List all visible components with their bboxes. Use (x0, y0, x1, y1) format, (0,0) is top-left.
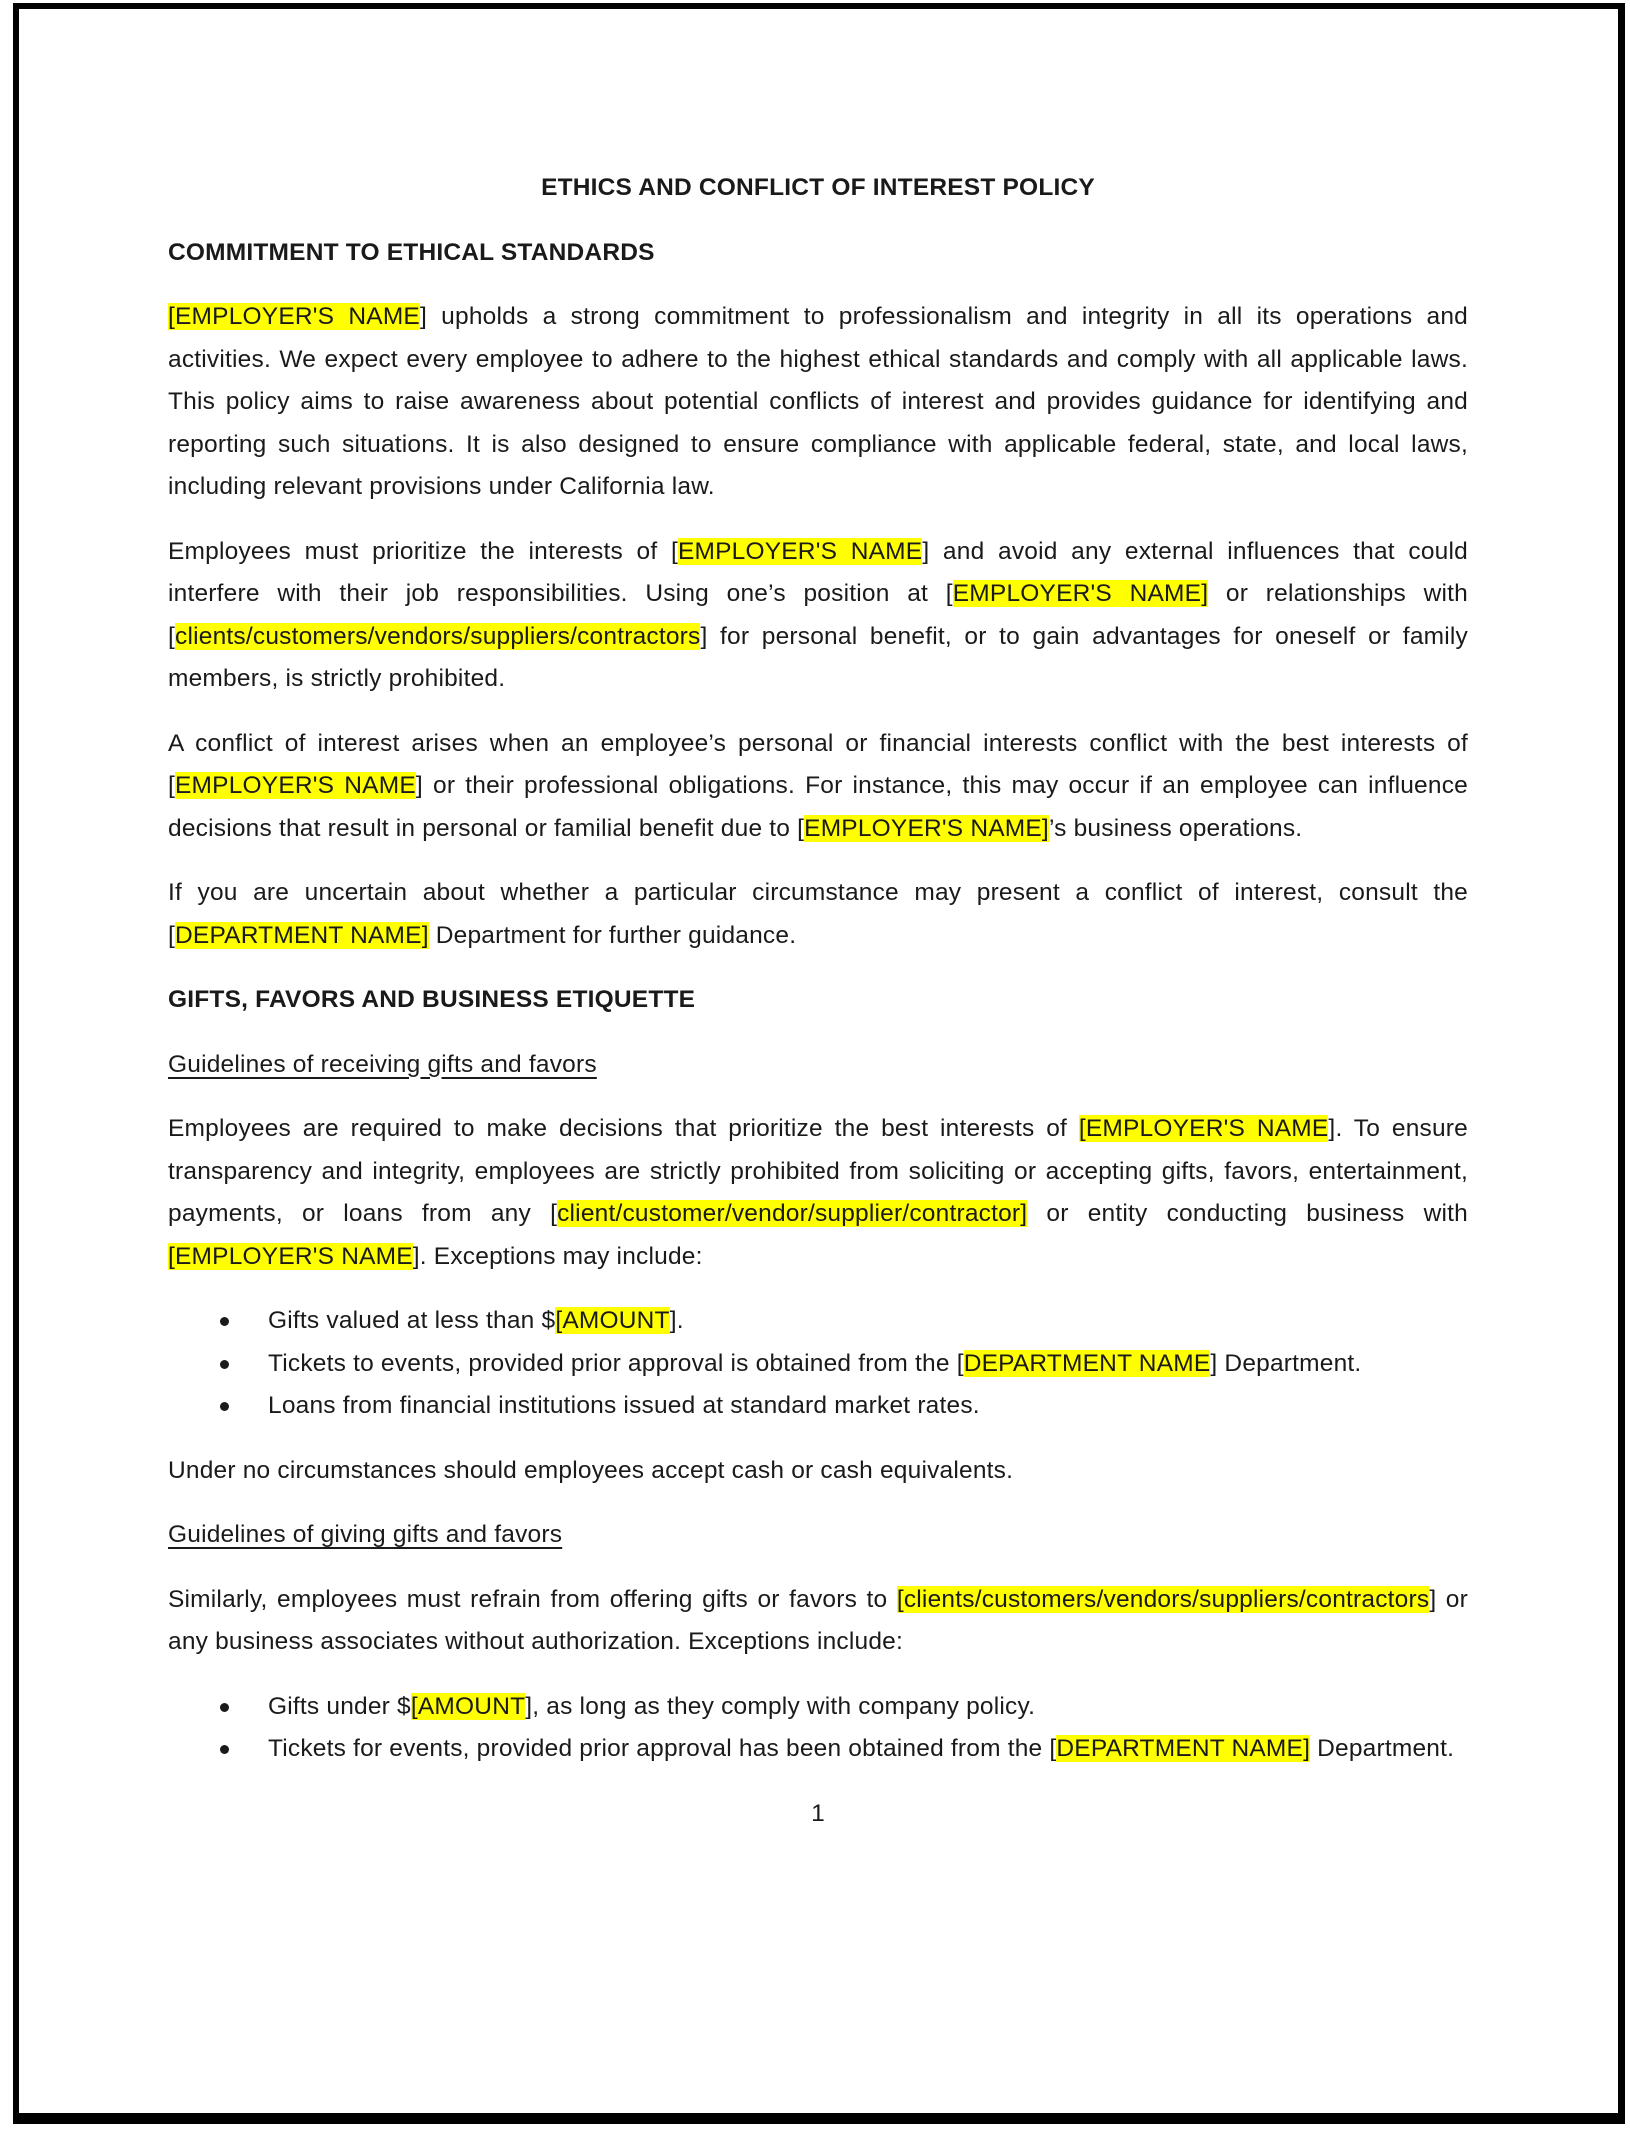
sub-heading (168, 1514, 1468, 1557)
text-run: Similarly, employees must refrain from offering gifts or favors to (168, 1585, 897, 1613)
document-body (168, 167, 1468, 1835)
text-run: Tickets for events, provided prior approval has been obtained from the (268, 1735, 1050, 1762)
placeholder-token (168, 623, 708, 650)
placeholder-text: clients/customers/vendors/suppliers/contractors (903, 1585, 1430, 1613)
close-bracket: ] (415, 772, 423, 799)
text-run: COMMITMENT TO ETHICAL STANDARDS (168, 238, 655, 266)
close-bracket: ] (1041, 814, 1049, 842)
text-run: Department for further guidance. (428, 921, 797, 949)
open-bracket: [ (1078, 1115, 1086, 1142)
paragraph (168, 1579, 1468, 1664)
open-bracket: [ (896, 1585, 904, 1613)
text-run: Tickets to events, provided prior approval is obtained from the (268, 1349, 957, 1377)
placeholder-text: EMPLOYER'S NAME (677, 537, 923, 565)
close-bracket: ] (1210, 1349, 1218, 1377)
placeholder-token (897, 1586, 1437, 1613)
placeholder-token (555, 1307, 676, 1334)
placeholder-token (957, 1350, 1218, 1377)
open-bracket: [ (168, 772, 176, 799)
text-run: for personal benefit, or to gain advantages for oneself or family members, is strictly prohibited. (168, 622, 1468, 692)
text-run: ETHICS AND CONFLICT OF INTEREST POLICY (541, 174, 1095, 201)
placeholder-text: client/customer/vendor/supplier/contractor (557, 1200, 1021, 1227)
paragraph (168, 1108, 1468, 1278)
text-run: and avoid any external influences that could interfere with their job responsibilities. Using one’s position at (168, 537, 1468, 607)
text-run: , as long as they comply with company policy. (532, 1692, 1036, 1720)
text-run: Employees must prioritize the interests of (168, 537, 671, 565)
open-bracket: [ (945, 580, 953, 607)
placeholder-text: EMPLOYER'S NAME (175, 1242, 413, 1270)
placeholder-text: AMOUNT (562, 1307, 670, 1334)
placeholder-text: EMPLOYER'S NAME (175, 303, 420, 330)
close-bracket: ] (419, 303, 427, 330)
sub-heading (168, 1044, 1468, 1087)
placeholder-token (168, 303, 427, 330)
page-number: 1 (811, 1799, 825, 1827)
placeholder-text: EMPLOYER'S NAME (804, 814, 1042, 842)
list-item (168, 1343, 1468, 1386)
open-bracket: [ (168, 622, 176, 650)
close-bracket: ] (1020, 1200, 1028, 1227)
list-item (168, 1300, 1468, 1343)
open-bracket: [ (555, 1307, 563, 1334)
paragraph (168, 531, 1468, 701)
open-bracket: [ (956, 1349, 964, 1377)
close-bracket: ] (525, 1692, 533, 1720)
close-bracket: ] (922, 537, 930, 565)
text-run: Employees are required to make decisions that prioritize the best interests of (168, 1115, 1079, 1142)
placeholder-token (168, 922, 429, 949)
placeholder-text: DEPARTMENT NAME (175, 921, 422, 949)
text-run: . (676, 1307, 684, 1334)
paragraph (168, 723, 1468, 851)
close-bracket: ] (1328, 1115, 1336, 1142)
placeholder-text: EMPLOYER'S NAME (175, 772, 416, 799)
open-bracket: [ (410, 1692, 418, 1720)
placeholder-text: AMOUNT (417, 1692, 526, 1720)
close-bracket: ] (1201, 580, 1209, 607)
placeholder-token (797, 815, 1049, 842)
text-run: Department. (1310, 1735, 1455, 1762)
placeholder-text: clients/customers/vendors/suppliers/contractors (175, 622, 701, 650)
section-heading (168, 979, 1468, 1022)
text-run: Guidelines of receiving gifts and favors (168, 1050, 597, 1078)
text-run: upholds a strong commitment to professionalism and integrity in all its operations and activities. We expect every employee to adhere to the highest ethical standards and comply with all applicable laws. This policy aims to raise awareness about potential conflicts of interest and provides guidance for identifying and reporting such situations. It is also designed to ensure compliance with applicable federal, state, and local laws, including relevant provisions under California law. (168, 303, 1468, 500)
paragraph (168, 872, 1468, 957)
open-bracket: [ (1049, 1735, 1057, 1762)
text-run: If you are uncertain about whether a particular circumstance may present a conflict of interest, consult the (168, 879, 1468, 906)
document-title (168, 167, 1468, 210)
text-run: Gifts valued at less than $ (268, 1307, 556, 1334)
placeholder-text: DEPARTMENT NAME (963, 1349, 1211, 1377)
text-run: or any business associates without authorization. Exceptions include: (168, 1585, 1468, 1655)
bullet-list (168, 1300, 1468, 1428)
text-run: Department. (1217, 1349, 1362, 1377)
text-run: or entity conducting business with (1027, 1200, 1468, 1227)
placeholder-token (1079, 1115, 1336, 1142)
text-run: Loans from financial institutions issued at standard market rates. (268, 1392, 980, 1419)
placeholder-token (671, 538, 929, 565)
list-item (168, 1385, 1468, 1428)
list-item (168, 1686, 1468, 1729)
text-run: . To ensure transparency and integrity, employees are strictly prohibited from soliciting or accepting gifts, favors, entertainment, payments, or loans from any (168, 1115, 1468, 1227)
bullet-list (168, 1686, 1468, 1771)
section-heading (168, 232, 1468, 275)
text-run: or their professional obligations. For instance, this may occur if an employee can influence decisions that result in personal or familial benefit due to (168, 772, 1468, 842)
close-bracket: ] (669, 1307, 677, 1334)
placeholder-text: EMPLOYER'S NAME (952, 580, 1202, 607)
placeholder-token (550, 1200, 1027, 1227)
paragraph (168, 1450, 1468, 1493)
close-bracket: ] (700, 622, 708, 650)
open-bracket: [ (168, 1242, 176, 1270)
placeholder-token (946, 580, 1208, 607)
text-run: Gifts under $ (268, 1692, 411, 1720)
text-run: Guidelines of giving gifts and favors (168, 1521, 563, 1548)
open-bracket: [ (670, 537, 678, 565)
close-bracket: ] (1303, 1735, 1311, 1762)
text-run: GIFTS, FAVORS AND BUSINESS ETIQUETTE (168, 986, 696, 1013)
placeholder-text: DEPARTMENT NAME (1056, 1735, 1304, 1762)
open-bracket: [ (550, 1200, 558, 1227)
open-bracket: [ (168, 921, 176, 949)
text-run: ’s business operations. (1048, 814, 1303, 842)
text-run: Under no circumstances should employees accept cash or cash equivalents. (168, 1456, 1014, 1484)
placeholder-token (1049, 1735, 1310, 1762)
list-item (168, 1728, 1468, 1771)
placeholder-text: EMPLOYER'S NAME (1085, 1115, 1329, 1142)
close-bracket: ] (412, 1242, 420, 1270)
open-bracket: [ (168, 303, 176, 330)
paragraph (168, 296, 1468, 509)
placeholder-token (168, 772, 423, 799)
close-bracket: ] (1429, 1585, 1437, 1613)
placeholder-token (411, 1693, 532, 1720)
text-run: . Exceptions may include: (419, 1242, 703, 1270)
text-run: A conflict of interest arises when an employee’s personal or financial interests conflict with the best interests of (168, 729, 1468, 757)
text-run: or relationships with (1208, 580, 1468, 607)
close-bracket: ] (421, 921, 429, 949)
placeholder-token (168, 1243, 420, 1270)
open-bracket: [ (797, 814, 805, 842)
